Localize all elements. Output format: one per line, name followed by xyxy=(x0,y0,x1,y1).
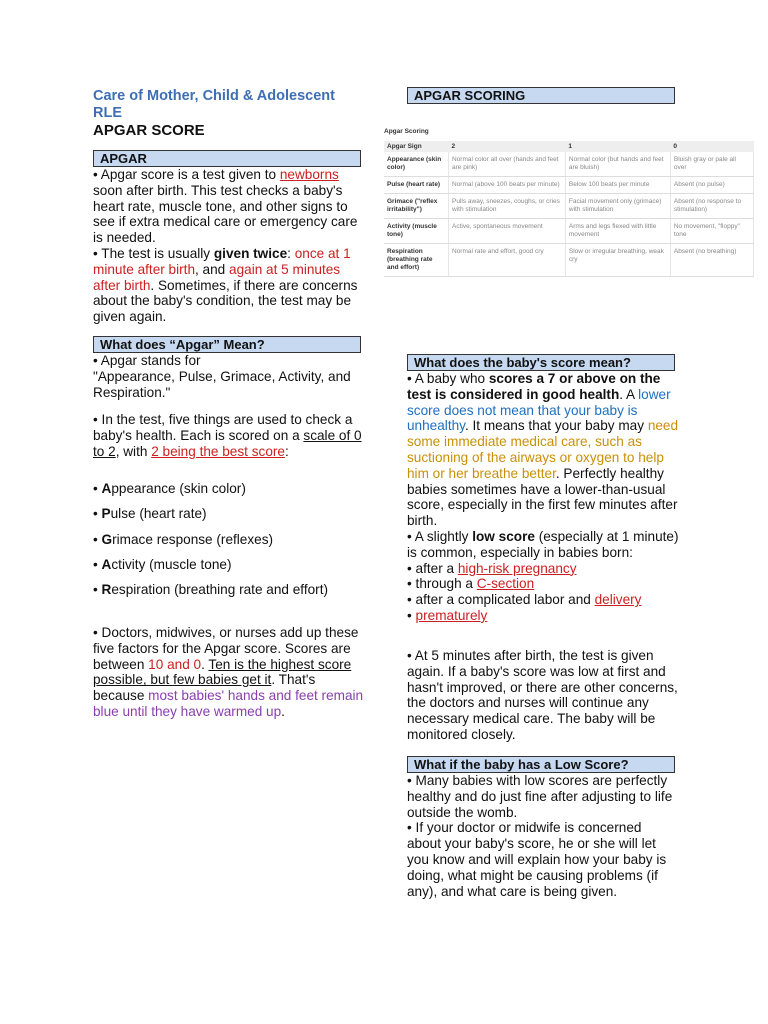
table-header: 0 xyxy=(670,141,753,152)
section-header-meaning: What does “Apgar” Mean? xyxy=(93,336,361,353)
table-header: 1 xyxy=(565,141,670,152)
scale-link: scale of 0 to 2 xyxy=(93,427,362,459)
apgar-stands-for: • Apgar stands for "Appearance, Pulse, Grimace, Activity, and Respiration." xyxy=(93,353,351,400)
high-risk-pregnancy-link[interactable]: high-risk pregnancy xyxy=(457,560,577,576)
apgar-factor-list xyxy=(93,481,365,598)
score-meaning-paragraph: • A baby who scores a 7 or above on the test is considered in good health. A lower score does not mean that your baby is unhealthy. It means that your baby may need some immediate medical care, such as suctioning of the airways or oxygen to help him or her breathe better. Perfectly healthy babies sometimes have a lower-than-usual score, especially in the first few minutes after birth. • A slightly low score (especially at 1 minute) is common, especially in babies born: • after a high-risk pregnancy • through a C-section • after a complicated labor and delivery • prematurely xyxy=(407,371,679,623)
list-item: • Activity (muscle tone) xyxy=(93,556,232,572)
section-header-score-meaning: What does the baby's score mean? xyxy=(407,354,675,371)
section-header-low-score: What if the baby has a Low Score? xyxy=(407,756,675,773)
c-section-link[interactable]: C-section xyxy=(476,576,535,592)
course-title: Care of Mother, Child & Adolescent RLE xyxy=(93,88,335,121)
apgar-intro-paragraph: • Apgar score is a test given to newborns soon after birth. This test checks a baby's heart rate, muscle tone, and other signs to see if extra medical care or emergency care is needed. • The test is usually given twice: once at 1 minute after birth, and again at 5 minutes after birth. Sometimes, if there are concerns about the baby's condition, the test may be given again. xyxy=(93,167,358,325)
low-score-paragraph: • Many babies with low scores are perfectly healthy and do just fine after adjusting to life outside the womb. • If your doctor or midwife is concerned about your baby's score, he or she will let you know and will explain how your baby is doing, what might be causing problems (if any), and what care is being given. xyxy=(407,773,673,899)
list-item: • Grimace response (reflexes) xyxy=(93,531,274,547)
page-title: APGAR SCORE xyxy=(93,122,205,139)
apgar-scoring-table xyxy=(384,128,754,277)
newborns-link[interactable]: newborns xyxy=(279,167,339,182)
delivery-link[interactable]: delivery xyxy=(594,592,642,608)
list-item: • Appearance (skin color) xyxy=(93,481,246,496)
prematurely-link[interactable]: prematurely xyxy=(415,607,488,623)
five-minute-paragraph: • At 5 minutes after birth, the test is given again. If a baby's score was low at first and hasn't improved, or there are other concerns, the doctors and nurses will continue any necessary medical care. The baby will be monitored closely. xyxy=(407,648,678,742)
table-caption: Apgar Scoring xyxy=(384,128,429,135)
section-header-scoring: APGAR SCORING xyxy=(407,87,675,104)
section-header-apgar: APGAR xyxy=(93,150,361,167)
table-row: Activity (muscle tone) Active, spontaneous movement Arms and legs flexed with little movement No movement, "floppy" tone xyxy=(384,219,754,244)
table-row: Grimace ("reflex irritability") Pulls away, sneezes, coughs, or cries with stimulation Facial movement only (grimace) with stimulation Absent (no response to stimulation) xyxy=(384,194,754,219)
table-row: Respiration (breathing rate and effort) Normal rate and effort, good cry Slow or irregular breathing, weak cry Absent (no breathing) xyxy=(384,244,754,277)
list-item: • Pulse (heart rate) xyxy=(93,506,207,522)
table-header: 2 xyxy=(449,141,566,152)
table-row: Appearance (skin color) Normal color all over (hands and feet are pink) Normal color (but hands and feet are bluish) Bluish gray or pale all over xyxy=(384,152,754,177)
table-row: Pulse (heart rate) Normal (above 100 beats per minute) Below 100 beats per minute Absent (no pulse) xyxy=(384,177,754,194)
list-item: • Respiration (breathing rate and effort) xyxy=(93,582,328,598)
five-things-paragraph: • In the test, five things are used to check a baby's health. Each is scored on a scale of 0 to 2, with 2 being the best score: xyxy=(93,412,362,459)
doctors-paragraph: • Doctors, midwives, or nurses add up these five factors for the Apgar score. Scores are between 10 and 0. Ten is the highest score possible, but few babies get it. That's because most babies' hands and feet remain blue until they have warmed up. xyxy=(93,625,364,719)
table-header: Apgar Sign xyxy=(384,141,449,152)
